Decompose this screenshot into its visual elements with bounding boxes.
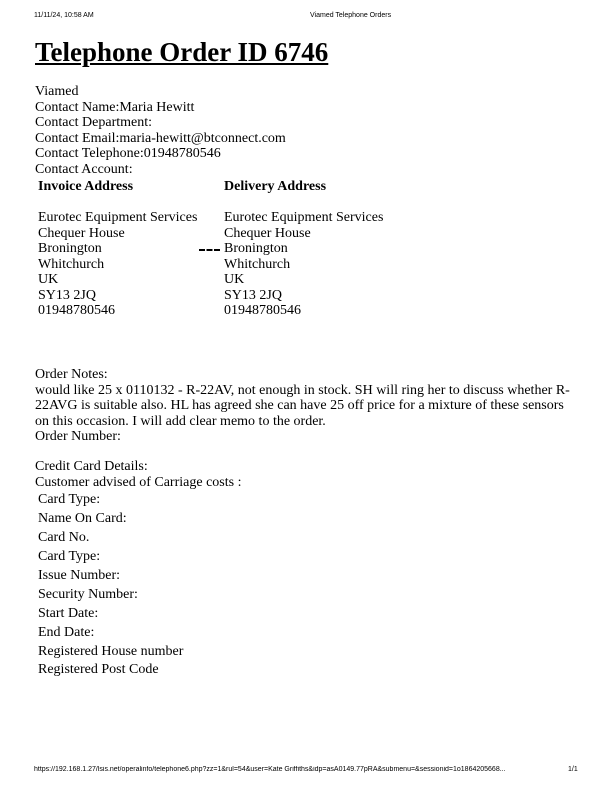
card-field: Registered House number [38, 644, 184, 659]
card-field: End Date: [38, 625, 95, 640]
card-field: Card No. [38, 530, 90, 545]
order-notes-label: Order Notes: [35, 367, 108, 382]
print-url: https://192.168.1.27/lsis.net/operalinfo/telephone6.php?zz=1&rul=54&user=Kate Griffiths&idp=asA0149.77pRA&submenu=&sessionid=1o1864205668... [34, 766, 506, 773]
address-line: Eurotec Equipment Services [224, 210, 384, 225]
order-number-label: Order Number: [35, 429, 121, 444]
address-line: Eurotec Equipment Services [38, 210, 198, 225]
contact-department: Contact Department: [35, 115, 153, 130]
card-field: Name On Card: [38, 511, 127, 526]
contact-email: Contact Email:maria-hewitt@btconnect.com [35, 130, 286, 146]
address-line: 01948780546 [224, 303, 301, 318]
order-notes-section [35, 367, 575, 445]
card-field: Card Type: [38, 492, 101, 507]
page-title: Telephone Order ID 6746 [35, 37, 329, 67]
address-line: 01948780546 [38, 303, 115, 318]
address-line: Bronington [224, 241, 288, 256]
card-field: Registered Post Code [38, 662, 159, 677]
contact-account: Contact Account: [35, 161, 133, 177]
print-datetime: 11/11/24, 10:58 AM [34, 12, 94, 19]
carriage-label: Customer advised of Carriage costs : [35, 474, 242, 490]
address-line: Whitchurch [224, 256, 291, 272]
company-name: Viamed [35, 84, 79, 99]
contact-telephone: Contact Telephone:01948780546 [35, 146, 221, 161]
address-line: Whitchurch [38, 256, 105, 272]
contact-name: Contact Name:Maria Hewitt [35, 99, 195, 115]
card-field: Start Date: [38, 606, 99, 621]
print-page-number: 1/1 [568, 766, 578, 773]
address-line: SY13 2JQ [224, 287, 282, 303]
separator-dash [199, 249, 220, 253]
order-notes-text: would like 25 x 0110132 - R-22AV, not enough in stock. SH will ring her to discuss whether R-22AVG is suitable also. HL has agreed she can have 25 off price for a mixture of these sensors on this occasion. I will add clear memo to the order. [35, 382, 570, 429]
address-line: Chequer House [224, 225, 311, 241]
card-field: Security Number: [38, 587, 138, 602]
invoice-address-heading: Invoice Address [38, 179, 134, 194]
credit-card-label: Credit Card Details: [35, 459, 148, 474]
address-line: SY13 2JQ [38, 287, 96, 303]
print-page-title: Viamed Telephone Orders [310, 12, 392, 19]
address-line: Chequer House [38, 225, 125, 241]
address-line: Bronington [38, 241, 102, 256]
address-line: UK [38, 272, 59, 287]
card-field: Issue Number: [38, 568, 121, 583]
address-line: UK [224, 272, 245, 287]
card-field: Card Type: [38, 549, 101, 564]
delivery-address-heading: Delivery Address [224, 179, 327, 194]
